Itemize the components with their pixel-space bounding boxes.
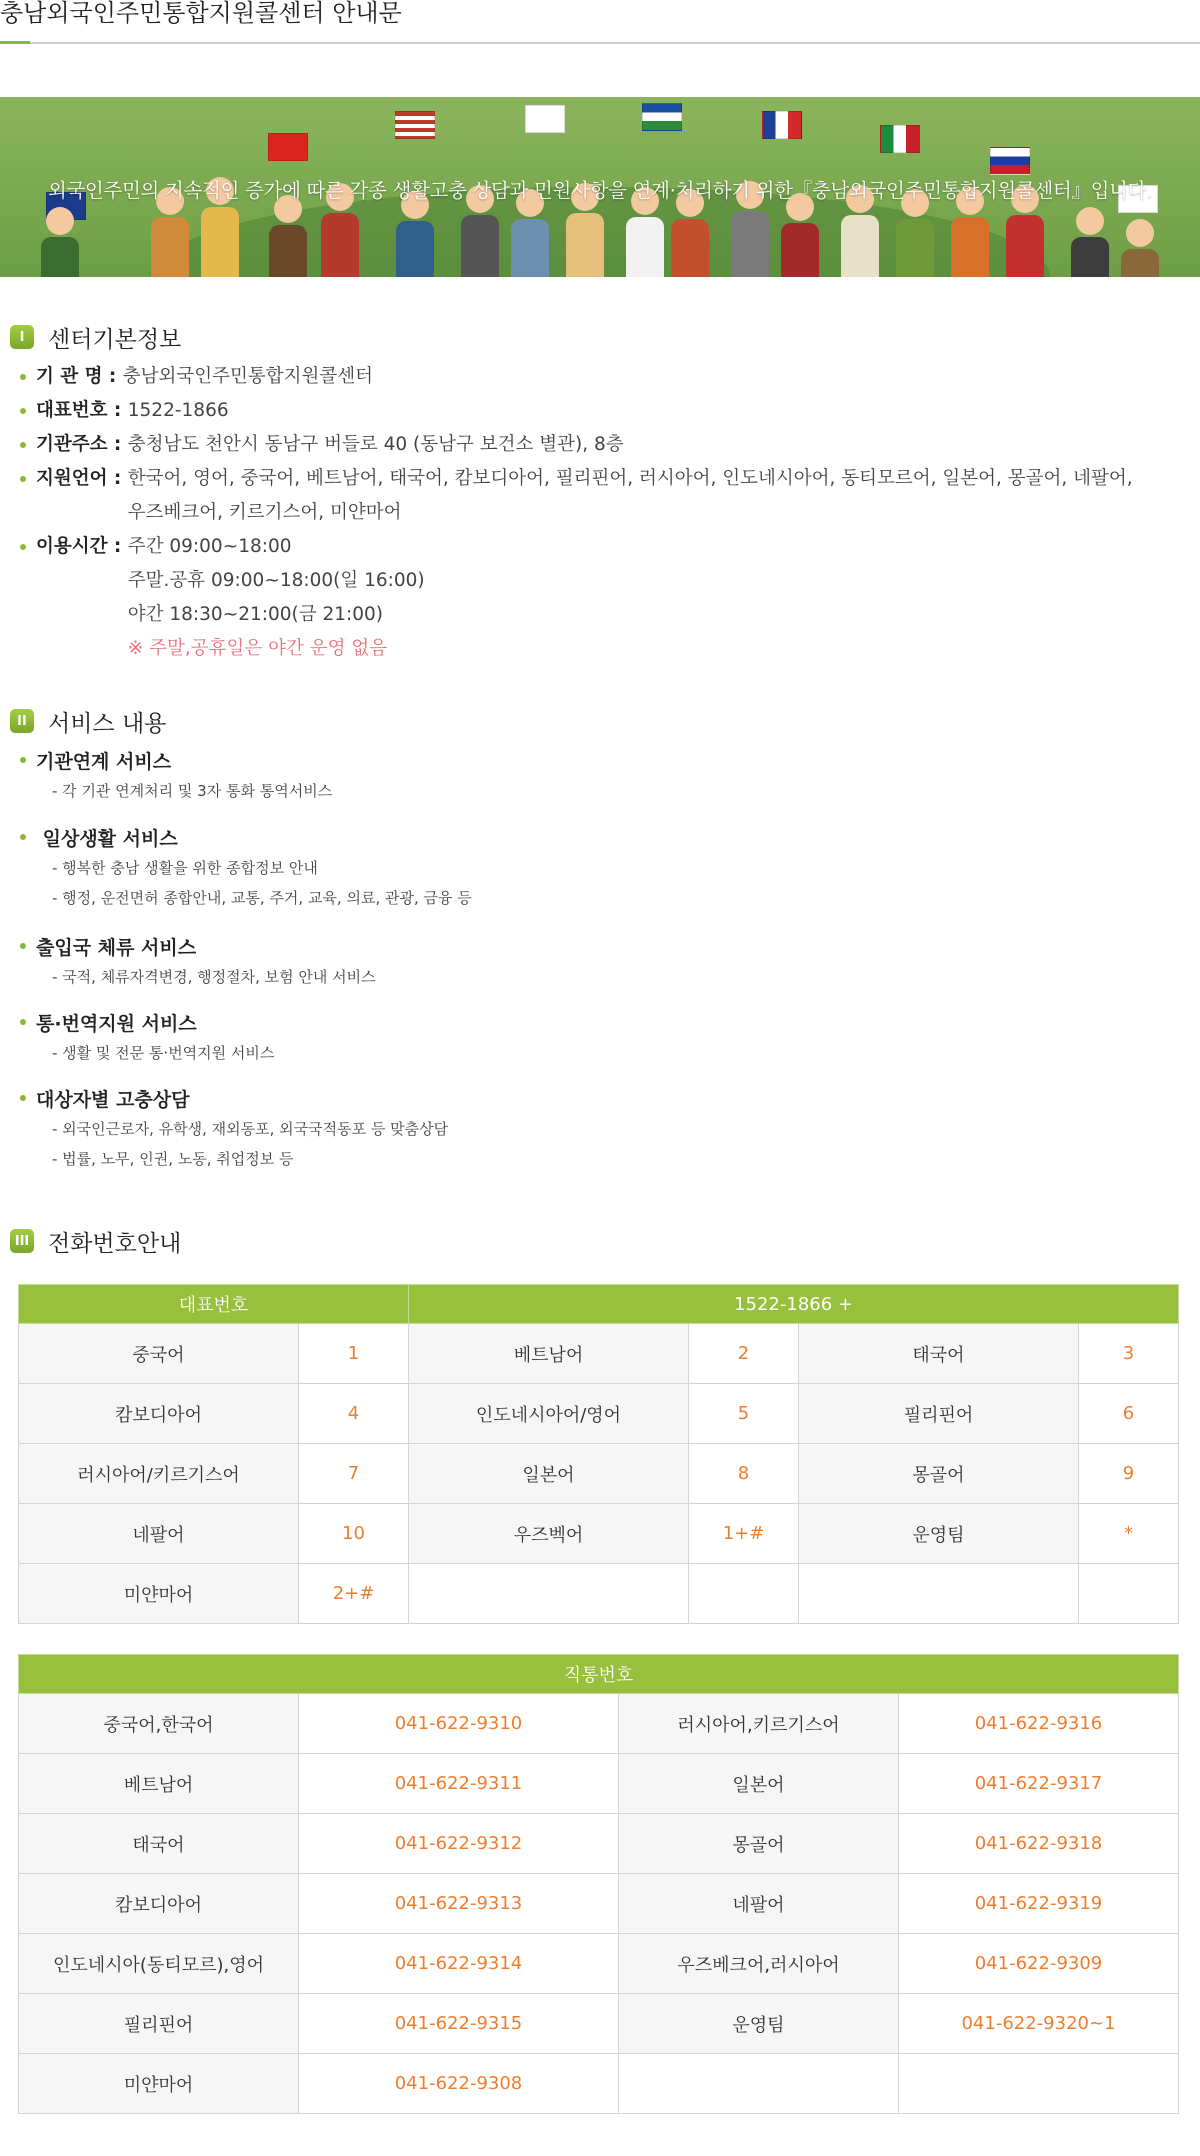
language-cell: 우즈베크어,러시아어 <box>619 1934 899 1994</box>
extension-cell: 5 <box>689 1384 799 1444</box>
service-item <box>16 1082 1186 1174</box>
flag-icon <box>395 111 435 139</box>
language-cell: 캄보디아어 <box>19 1384 299 1444</box>
service-title: 대상자별 고충상담 <box>36 1088 190 1111</box>
language-cell: 베트남어 <box>19 1754 299 1814</box>
empty-cell <box>899 2054 1179 2114</box>
info-value: 우즈베크어, 키르기스어, 미얀마어 <box>127 502 402 523</box>
service-title: 출입국 체류 서비스 <box>36 936 197 959</box>
language-cell: 캄보디아어 <box>19 1874 299 1934</box>
language-cell: 미얀마어 <box>19 1564 299 1624</box>
main-number-table <box>18 1284 1179 1624</box>
extension-cell: 4 <box>299 1384 409 1444</box>
extension-cell: 2 <box>689 1324 799 1384</box>
page-title: 충남외국인주민통합지원콜센터 안내문 <box>0 0 402 27</box>
info-value: 충남외국인주민통합지원콜센터 <box>122 366 373 387</box>
language-cell: 중국어,한국어 <box>19 1694 299 1754</box>
hours-note: ※ 주말,공휴일은 야간 운영 없음 <box>127 638 388 659</box>
empty-cell <box>1079 1564 1179 1624</box>
extension-cell: * <box>1079 1504 1179 1564</box>
language-cell: 러시아어,키르기스어 <box>619 1694 899 1754</box>
phone-number-cell: 041-622-9314 <box>299 1934 619 1994</box>
language-cell: 미얀마어 <box>19 2054 299 2114</box>
service-desc: - 행정, 운전면허 종합안내, 교통, 주거, 교육, 의료, 관광, 금융 등 <box>52 889 472 907</box>
roman-numeral-badge: I <box>10 325 34 349</box>
empty-cell <box>689 1564 799 1624</box>
table-header-row <box>19 1655 1179 1694</box>
flag-icon <box>880 125 920 153</box>
service-title: 통·번역지원 서비스 <box>36 1012 197 1035</box>
info-label: 지원언어 : <box>36 468 128 489</box>
info-row-languages <box>16 462 1186 530</box>
language-cell: 운영팀 <box>619 1994 899 2054</box>
phone-number-cell: 041-622-9309 <box>899 1934 1179 1994</box>
table-header-row <box>19 1285 1179 1324</box>
bullet-icon <box>20 943 26 949</box>
phone-number-cell: 041-622-9320~1 <box>899 1994 1179 2054</box>
table-row <box>19 1814 1179 1874</box>
table-row <box>19 1754 1179 1814</box>
extension-cell: 8 <box>689 1444 799 1504</box>
service-item <box>16 821 1186 913</box>
bullet-icon <box>20 834 26 840</box>
service-desc: - 외국인근로자, 유학생, 재외동포, 외국국적동포 등 맞춤상담 <box>52 1120 449 1138</box>
phone-number-cell: 041-622-9316 <box>899 1694 1179 1754</box>
table-row <box>19 1564 1179 1624</box>
service-item <box>16 930 1186 992</box>
language-cell: 필리핀어 <box>19 1994 299 2054</box>
title-accent-bar <box>0 41 30 44</box>
table-row <box>19 1444 1179 1504</box>
phone-number-cell: 041-622-9317 <box>899 1754 1179 1814</box>
table-row <box>19 1504 1179 1564</box>
extension-cell: 3 <box>1079 1324 1179 1384</box>
phone-number-cell: 041-622-9308 <box>299 2054 619 2114</box>
flag-icon <box>268 133 308 161</box>
language-cell: 운영팀 <box>799 1504 1079 1564</box>
extension-cell: 2+# <box>299 1564 409 1624</box>
info-row-address <box>16 428 1186 462</box>
flag-icon <box>762 111 802 139</box>
info-value: 주간 09:00~18:00 <box>127 536 292 557</box>
language-cell: 태국어 <box>19 1814 299 1874</box>
info-value: 야간 18:30~21:00(금 21:00) <box>127 604 384 625</box>
language-cell: 몽골어 <box>799 1444 1079 1504</box>
section-center-info-heading <box>10 322 181 352</box>
phone-number-cell: 041-622-9310 <box>299 1694 619 1754</box>
extension-cell: 6 <box>1079 1384 1179 1444</box>
info-label: 이용시간 : <box>36 536 128 557</box>
bullet-icon <box>20 1019 26 1025</box>
service-item <box>16 1006 1186 1068</box>
phone-number-cell: 041-622-9313 <box>299 1874 619 1934</box>
table-row <box>19 1324 1179 1384</box>
service-title: 일상생활 서비스 <box>36 827 178 850</box>
section-title: 센터기본정보 <box>48 326 182 353</box>
banner-text: 외국인주민의 지속적인 증가에 따른 각종 생활고충 상담과 민원사항을 연계·처리하기 위한『충남외국인주민통합지원콜센터』입니다. <box>47 179 1153 202</box>
service-desc: - 국적, 체류자격변경, 행정절차, 보험 안내 서비스 <box>52 968 376 986</box>
language-cell: 인도네시아(동티모르),영어 <box>19 1934 299 1994</box>
service-desc: - 행복한 충남 생활을 위한 종합정보 안내 <box>52 859 318 877</box>
info-row-phone <box>16 394 1186 428</box>
phone-number-cell: 041-622-9315 <box>299 1994 619 2054</box>
extension-cell: 1 <box>299 1324 409 1384</box>
roman-numeral-badge: II <box>10 709 34 733</box>
person-illustration <box>395 191 435 277</box>
extension-cell: 1+# <box>689 1504 799 1564</box>
service-desc: - 법률, 노무, 인권, 노동, 취업정보 등 <box>52 1150 294 1168</box>
bullet-icon <box>20 442 26 448</box>
bullet-icon <box>20 544 26 550</box>
table-row <box>19 1994 1179 2054</box>
language-cell: 일본어 <box>619 1754 899 1814</box>
service-desc: - 생활 및 전문 통·번역지원 서비스 <box>52 1044 275 1062</box>
language-cell: 네팔어 <box>619 1874 899 1934</box>
language-cell: 필리핀어 <box>799 1384 1079 1444</box>
person-illustration <box>1070 207 1110 277</box>
service-title: 기관연계 서비스 <box>36 750 172 773</box>
info-row-name <box>16 360 1186 394</box>
main-number-label: 대표번호 <box>19 1285 409 1324</box>
banner <box>0 97 1200 277</box>
bullet-icon <box>20 476 26 482</box>
language-cell: 인도네시아어/영어 <box>409 1384 689 1444</box>
empty-cell <box>619 2054 899 2114</box>
section-title: 전화번호안내 <box>48 1230 182 1257</box>
section-phone-heading <box>10 1226 181 1256</box>
extension-cell: 9 <box>1079 1444 1179 1504</box>
language-cell: 중국어 <box>19 1324 299 1384</box>
empty-cell <box>799 1564 1079 1624</box>
page-header <box>0 0 1200 44</box>
table-row <box>19 1384 1179 1444</box>
bullet-icon <box>20 757 26 763</box>
info-label: 기관주소 : <box>36 434 128 455</box>
info-value: 한국어, 영어, 중국어, 베트남어, 태국어, 캄보디아어, 필리핀어, 러시아어, 인도네시아어, 동티모르어, 일본어, 몽골어, 네팔어, <box>127 468 1133 489</box>
phone-number-cell: 041-622-9318 <box>899 1814 1179 1874</box>
table-row <box>19 1934 1179 1994</box>
language-cell: 베트남어 <box>409 1324 689 1384</box>
info-value: 충청남도 천안시 동남구 버들로 40 (동남구 보건소 별관), 8층 <box>127 434 624 455</box>
language-cell: 태국어 <box>799 1324 1079 1384</box>
service-item <box>16 744 1186 806</box>
bullet-icon <box>20 408 26 414</box>
table-row <box>19 2054 1179 2114</box>
roman-numeral-badge: III <box>10 1229 34 1253</box>
bullet-icon <box>20 374 26 380</box>
language-cell: 러시아어/키르기스어 <box>19 1444 299 1504</box>
flag-icon <box>525 105 565 133</box>
flag-icon <box>990 147 1030 175</box>
phone-number-cell: 041-622-9312 <box>299 1814 619 1874</box>
extension-cell: 7 <box>299 1444 409 1504</box>
person-illustration <box>268 195 308 277</box>
flag-icon <box>642 103 682 131</box>
direct-number-header: 직통번호 <box>19 1655 1179 1694</box>
language-cell: 몽골어 <box>619 1814 899 1874</box>
info-value: 주말.공휴 09:00~18:00(일 16:00) <box>127 570 425 591</box>
info-label: 기 관 명 : <box>36 366 123 387</box>
phone-number-cell: 041-622-9311 <box>299 1754 619 1814</box>
info-label: 대표번호 : <box>36 400 128 421</box>
section-services-heading <box>10 706 166 736</box>
table-row <box>19 1694 1179 1754</box>
person-illustration <box>780 193 820 277</box>
phone-number-cell: 041-622-9319 <box>899 1874 1179 1934</box>
extension-cell: 10 <box>299 1504 409 1564</box>
service-desc: - 각 기관 연계처리 및 3자 통화 통역서비스 <box>52 782 333 800</box>
language-cell: 우즈벡어 <box>409 1504 689 1564</box>
language-cell: 네팔어 <box>19 1504 299 1564</box>
person-illustration <box>40 207 80 277</box>
language-cell: 일본어 <box>409 1444 689 1504</box>
center-info-list <box>16 360 1186 666</box>
info-row-hours <box>16 530 1186 666</box>
bullet-icon <box>20 1095 26 1101</box>
info-value: 1522-1866 <box>127 400 229 421</box>
section-title: 서비스 내용 <box>48 710 167 737</box>
person-illustration <box>1120 219 1160 277</box>
direct-number-table <box>18 1654 1179 2114</box>
main-number-value: 1522-1866 + <box>409 1285 1179 1324</box>
empty-cell <box>409 1564 689 1624</box>
table-row <box>19 1874 1179 1934</box>
